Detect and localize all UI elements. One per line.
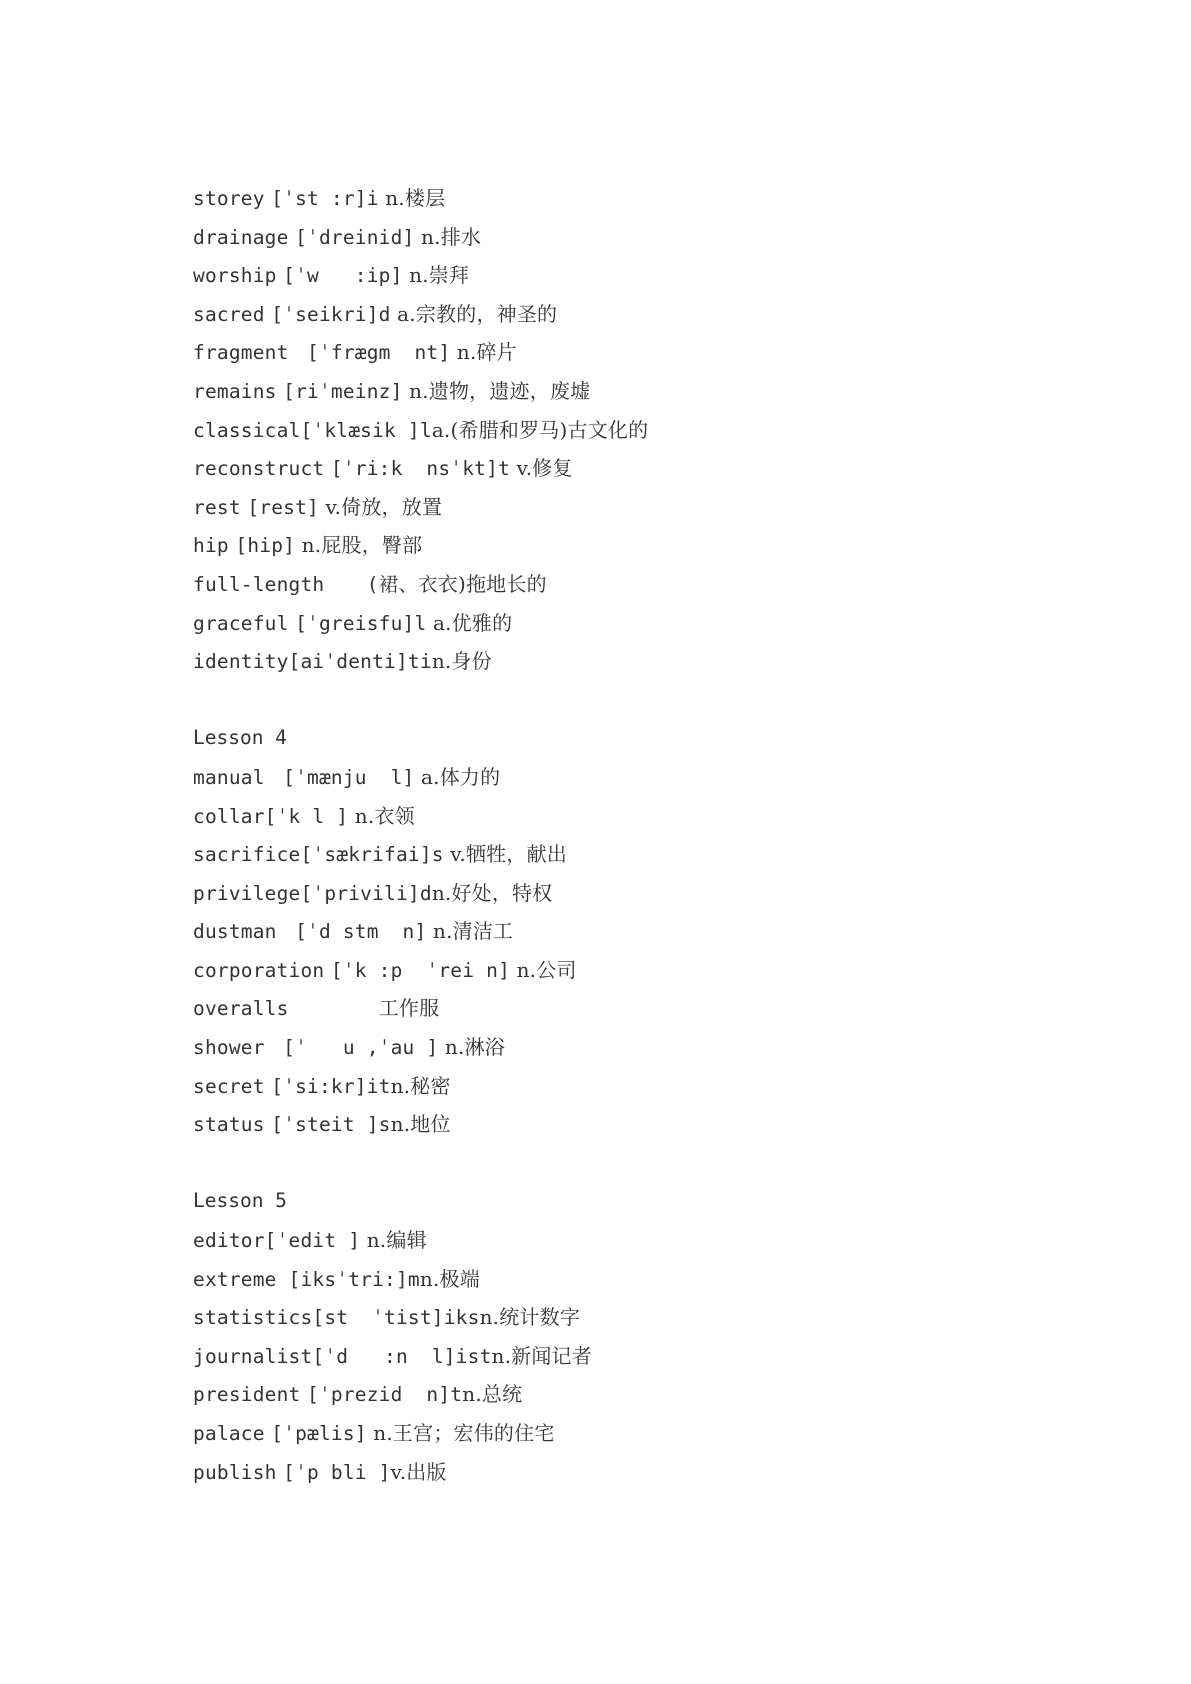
vocab-word: collar (193, 804, 265, 828)
vocab-definition: n.清洁工 (426, 919, 514, 944)
vocab-word: shower (193, 1036, 265, 1060)
vocab-word: palace (193, 1422, 265, 1445)
vocab-phonetic: [ˈp bli ] (283, 1460, 391, 1484)
vocab-word: hip (193, 534, 229, 558)
lesson-heading: Lesson 5 (193, 1189, 287, 1213)
vocab-definition: v.修复 (510, 456, 573, 481)
vocab-word: worship (193, 264, 277, 288)
vocab-definition: a.体力的 (414, 764, 501, 789)
vocab-entry-drainage (193, 218, 1093, 257)
vocab-word: president (193, 1383, 301, 1407)
vocab-word: graceful (193, 611, 289, 635)
vocab-word: extreme (193, 1267, 277, 1291)
vocab-phonetic: [ˈk l ] (264, 804, 349, 828)
vocab-definition: n.楼层 (378, 186, 446, 210)
vocab-word: journalist (193, 1344, 313, 1368)
vocab-definition: n.总统 (462, 1382, 523, 1407)
vocab-phonetic: [ˈfrægm nt] (295, 341, 451, 365)
vocab-phonetic: [ˈklæsik ]l (300, 418, 432, 442)
vocab-entry-secret (193, 1067, 1093, 1106)
vocab-word: manual (193, 765, 265, 789)
vocab-definition: v.牺牲，献出 (443, 842, 567, 867)
vocab-phonetic: [ˈgreisfu]l (295, 611, 427, 635)
vocab-phonetic: [ˈk :p ˈrei n] (330, 958, 511, 982)
vocab-phonetic: [aiˈdenti]ti (288, 650, 432, 674)
vocab-entry-remains (193, 372, 1093, 411)
vocab-definition: n.地位 (390, 1112, 451, 1137)
vocab-word: statistics (193, 1306, 313, 1330)
vocab-definition: n.编辑 (360, 1228, 427, 1253)
vocabulary-list (193, 179, 1093, 1491)
vocab-entry-editor (193, 1221, 1093, 1260)
vocab-phonetic: [rest] (247, 495, 319, 519)
vocab-word: classical (193, 418, 301, 442)
vocab-phonetic: [iksˈtri:]m (276, 1267, 420, 1291)
vocab-word: editor (193, 1229, 265, 1253)
vocab-entry-status (193, 1105, 1093, 1144)
vocab-definition: n.排水 (414, 224, 482, 249)
vocab-word: rest (193, 495, 241, 519)
vocab-phonetic: [ˈd stm n] (283, 920, 427, 944)
vocab-definition: n.公司 (510, 957, 577, 982)
vocab-entry-manual (193, 758, 1093, 797)
vocab-definition: n.崇拜 (402, 263, 470, 288)
vocab-phonetic: (裙、衣 (330, 572, 438, 596)
vocab-entry-worship (193, 256, 1093, 295)
vocab-entry-dustman (193, 912, 1093, 951)
vocab-definition: n.新闻记者 (491, 1343, 592, 1368)
vocab-definition: n.好处，特权 (431, 880, 553, 905)
vocab-word: publish (193, 1460, 277, 1484)
vocab-word: remains (193, 379, 277, 403)
vocab-word: fragment (193, 341, 289, 365)
vocab-phonetic: [ˈedit ] (264, 1229, 361, 1253)
vocab-word: full-length (193, 572, 325, 596)
vocab-word: status (193, 1113, 265, 1137)
vocab-entry-graceful (193, 604, 1093, 643)
vocab-word: dustman (193, 920, 277, 944)
vocab-phonetic: [ˈd :n l]ist (312, 1344, 492, 1368)
vocab-phonetic: [ˈsi:kr]it (271, 1074, 391, 1098)
vocab-definition: a.(希腊和罗马)古文化的 (431, 417, 649, 442)
vocab-word: secret (193, 1074, 265, 1098)
vocab-word: identity (193, 650, 289, 674)
vocab-definition: 衣)拖地长的 (437, 571, 547, 596)
vocab-definition: v.倚放，放置 (318, 494, 443, 519)
vocab-definition: v.出版 (390, 1459, 447, 1484)
vocab-entry-journalist (193, 1337, 1093, 1376)
vocab-phonetic: [ˈpælis] (271, 1422, 367, 1445)
vocab-definition: n.统计数字 (479, 1305, 581, 1330)
lesson-heading: Lesson 4 (193, 726, 287, 750)
vocab-entry-rest (193, 488, 1093, 527)
vocab-phonetic: [riˈmeinz] (283, 379, 403, 403)
vocab-word: reconstruct (193, 457, 325, 481)
vocab-definition: n.身份 (431, 649, 492, 674)
vocab-phonetic: [ˈdreinid] (295, 225, 415, 249)
vocab-entry-storey (193, 179, 1093, 218)
vocab-definition: n.王宫；宏伟的住宅 (366, 1421, 555, 1445)
vocab-entry-full-length (193, 565, 1093, 604)
vocab-phonetic: [ˈseikri]d (271, 302, 391, 326)
vocab-phonetic: [hip] (235, 534, 296, 558)
vocab-entry-extreme (193, 1260, 1093, 1299)
vocab-phonetic: [ˈprezid n]t (307, 1383, 463, 1407)
vocab-entry-privilege (193, 874, 1093, 913)
vocab-definition: n.屁股，臀部 (295, 533, 423, 558)
vocab-definition: 工作服 (378, 996, 440, 1021)
vocab-word: sacrifice (193, 843, 301, 867)
vocab-word: sacred (193, 302, 265, 326)
vocab-phonetic: [ˈprivili]d (300, 881, 432, 905)
vocab-entry-overalls (193, 989, 1093, 1028)
vocab-entry-sacrifice (193, 835, 1093, 874)
vocab-definition: a.宗教的，神圣的 (390, 301, 558, 326)
vocab-phonetic: [st ˈtist]iks (312, 1306, 480, 1330)
vocab-entry-palace (193, 1414, 1093, 1453)
section-spacer (193, 1144, 1093, 1183)
vocab-word: drainage (193, 225, 289, 249)
vocab-entry-sacred (193, 295, 1093, 334)
vocab-phonetic: [ˈw :ip] (283, 264, 403, 288)
vocab-phonetic: [ˈst :r]i (271, 187, 379, 210)
vocab-definition: n.衣领 (348, 803, 415, 828)
vocab-word: overalls (193, 997, 289, 1021)
vocab-word: corporation (193, 958, 325, 982)
vocab-entry-statistics (193, 1298, 1093, 1337)
vocab-word: privilege (193, 881, 301, 905)
vocab-entry-identity (193, 642, 1093, 681)
vocab-phonetic (295, 997, 379, 1020)
vocab-entry-hip (193, 526, 1093, 565)
vocab-entry-classical (193, 411, 1093, 450)
vocab-phonetic: [ˈsteit ]s (271, 1113, 391, 1137)
vocab-phonetic: [ˈmænju l] (271, 765, 415, 789)
vocab-definition: n.淋浴 (438, 1035, 505, 1060)
vocab-entry-president (193, 1375, 1093, 1414)
vocab-phonetic: [ˈ u ,ˈau ] (271, 1036, 439, 1060)
vocab-entry-corporation (193, 951, 1093, 990)
section-spacer (193, 681, 1093, 720)
vocab-entry-shower (193, 1028, 1093, 1067)
vocab-entry-collar (193, 797, 1093, 836)
vocab-definition: a.优雅的 (426, 610, 513, 635)
vocab-definition: n.极端 (419, 1266, 480, 1291)
vocab-entry-reconstruct (193, 449, 1093, 488)
vocab-entry-publish (193, 1453, 1093, 1492)
vocab-definition: n.碎片 (450, 340, 517, 365)
vocab-definition: n.秘密 (390, 1073, 451, 1098)
vocab-phonetic: [ˈsækrifai]s (300, 843, 444, 867)
vocab-word: storey (193, 187, 265, 210)
vocab-definition: n.遗物，遗迹，废墟 (402, 378, 591, 403)
vocab-entry-fragment (193, 333, 1093, 372)
vocab-phonetic: [ˈri:k nsˈkt]t (330, 457, 511, 481)
